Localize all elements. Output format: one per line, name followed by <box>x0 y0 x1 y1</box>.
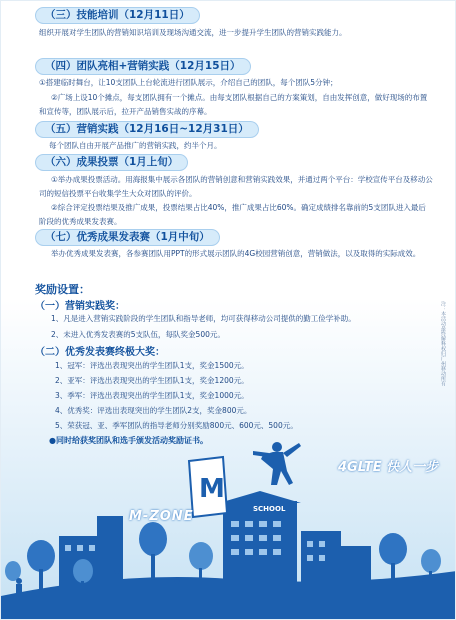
section-4-title: （四）团队亮相+营销实践（12月15日） <box>35 58 251 75</box>
school-label: SCHOOL <box>253 505 286 513</box>
section-7-body: 举办优秀成果发表赛，各参赛团队用PPT的形式展示团队的4G校园营销创意，营销做法，以及取得的实际成效。 <box>51 249 421 258</box>
4g-slogan: 4GLTE 快人一步 <box>338 460 439 475</box>
section-5-title: （五）营销实践（12月16日~12月31日） <box>35 121 259 138</box>
m-zone-label: M-ZONE <box>129 509 194 524</box>
campus-scene-illustration <box>1 421 456 620</box>
award-2-item-4: 4、优秀奖：评选出表现突出的学生团队2支，奖金800元。 <box>55 406 252 415</box>
side-note: 注：本活动最终解释权归广州移动所有 <box>440 301 446 386</box>
section-3-body: 组织开展对学生团队的营销知识培训及现场沟通交流，进一步提升学生团队的营销实践能力。 <box>39 28 347 37</box>
awards-heading: 奖励设置： <box>35 283 90 296</box>
section-7-title: （七）优秀成果发表赛（1月中旬） <box>35 229 220 246</box>
award-2-item-1: 1、冠军：评选出表现突出的学生团队1支，奖金1500元。 <box>55 361 249 370</box>
award-2-item-2: 2、亚军：评选出表现突出的学生团队1支，奖金1200元。 <box>55 376 249 385</box>
award-1-item-2: 2、未进入优秀发表赛的5支队伍，每队奖金500元。 <box>51 330 225 339</box>
section-3-title: （三）技能培训（12月11日） <box>35 7 200 24</box>
award-2-item-3: 3、季军：评选出表现突出的学生团队1支，奖金1000元。 <box>55 391 249 400</box>
award-2-title: （二）优秀发表赛终极大奖： <box>35 347 165 358</box>
section-6-body-2: ②综合评定投票结果及推广成果，投票结果占比40%，推广成果占比60%。确定成绩排名靠前的5支团队进入最后阶段的优秀成果发表赛。 <box>39 203 426 226</box>
m-letter-glyph: M <box>199 474 225 504</box>
section-4-body-1: ①搭建临时舞台，让10支团队上台轮流进行团队展示，介绍自己的团队，每个团队5分钟； <box>39 78 338 87</box>
dancer-silhouette <box>253 442 301 485</box>
award-1-item-1: 1、凡是进入营销实践阶段的学生团队和指导老师，均可获得移动公司提供的勤工俭学补助。 <box>51 314 356 323</box>
section-4-body-2: ②广场上设10个摊点，每支团队拥有一个摊点。由每支团队根据自己的方案策划，自由发挥创意，做好现场的布置和宣传等，团队展示后，拉开产品销售实战的序幕。 <box>39 93 428 116</box>
section-5-body: 每个团队自由开展产品推广的营销实践，约半个月。 <box>49 141 222 150</box>
section-6-body-1: ①举办成果投票活动。用海报集中展示各团队的营销创意和营销实践效果，并通过两个平台：学校宣传平台及移动公司的短信投票平台收集学生大众对团队的评价。 <box>39 175 433 198</box>
section-6-title: （六）成果投票（1月上旬） <box>35 154 188 171</box>
award-1-title: （一）营销实践奖： <box>35 301 125 312</box>
award-2-item-5: 5、荣获冠、亚、季军团队的指导老师分别奖励800元、600元、500元。 <box>55 421 298 430</box>
certificate-note: ●同时给获奖团队和选手颁发活动奖励证书。 <box>49 436 208 445</box>
